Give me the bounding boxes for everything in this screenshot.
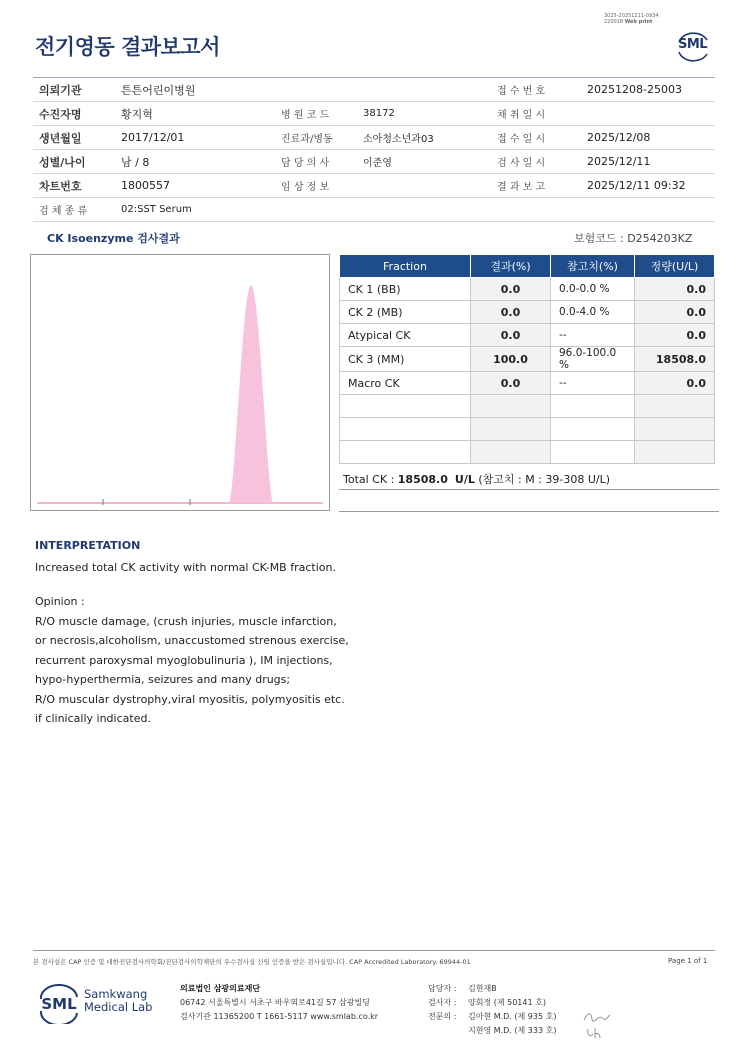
results-header-row (340, 255, 715, 278)
label-collection-date: 채 취 일 시 (491, 102, 581, 126)
staff-role: 담당자 : (428, 984, 457, 993)
header-reference: 참고치(%) (551, 255, 635, 278)
cell-reference: 0.0-0.0 % (551, 278, 635, 301)
label-hospital-code: 병 원 코 드 (275, 102, 357, 126)
total-value: 18508.0 (397, 473, 448, 486)
divider (339, 489, 719, 490)
insurance-code: 보험코드 : D254203KZ (574, 232, 693, 245)
value-test-date: 2025/12/11 (581, 150, 715, 174)
cell-result: 100.0 (471, 347, 551, 372)
label-sex-age: 성별/나이 (33, 150, 115, 174)
label-requester: 의뢰기관 (33, 78, 115, 102)
print-meta-web: Web print (624, 19, 653, 25)
label-clinical-info: 임 상 정 보 (275, 174, 357, 198)
cell-reference: 0.0-4.0 % (551, 301, 635, 324)
report-title: 전기영동 결과보고서 (35, 35, 220, 59)
cell-fraction: Atypical CK (340, 324, 471, 347)
table-row (340, 347, 715, 372)
value-birth-date: 2017/12/01 (115, 126, 275, 150)
graph-peak-ck3 (229, 285, 273, 503)
label-specimen-type: 검 체 종 류 (33, 198, 115, 222)
patient-info-table (33, 77, 715, 222)
electrophoresis-graph (30, 254, 330, 511)
logo-text: SML (678, 37, 708, 52)
cell-reference: -- (551, 324, 635, 347)
info-row (33, 150, 715, 174)
value-receipt-date: 2025/12/08 (581, 126, 715, 150)
brand-name (84, 988, 152, 1014)
total-label: Total CK : (343, 473, 398, 486)
total-ck (343, 471, 610, 487)
cell-fraction: CK 1 (BB) (340, 278, 471, 301)
print-meta (604, 13, 659, 25)
label-receipt-number: 접 수 번 호 (491, 78, 581, 102)
sml-logo-icon (673, 28, 713, 62)
value-clinical-info (357, 174, 491, 198)
value-report-date: 2025/12/11 09:32 (581, 174, 715, 198)
total-reference: (참고치 : M : 39-308 U/L) (478, 473, 611, 486)
staff-name: 김현재B (468, 984, 497, 993)
page-number: Page 1 of 1 (668, 957, 708, 965)
info-row (33, 78, 715, 102)
print-meta-code: 220018 (604, 19, 624, 25)
divider (339, 511, 719, 512)
org-name: 의료법인 삼광의료재단 (180, 984, 261, 993)
footer-logo-text: SML (41, 995, 77, 1013)
opinion-line: recurrent paroxysmal myoglobulinuria ), IM injections, (35, 653, 333, 667)
staff-info (428, 982, 556, 1038)
staff-name: 양회정 (제 50141 호) (468, 998, 546, 1007)
label-birth-date: 생년월일 (33, 126, 115, 150)
section-title: CK Isoenzyme 검사결과 (47, 232, 180, 245)
header-quantity: 정량(U/L) (635, 255, 715, 278)
value-receipt-number: 20251208-25003 (581, 78, 715, 102)
cell-fraction: CK 2 (MB) (340, 301, 471, 324)
value-physician: 이준영 (357, 150, 491, 174)
cell-quantity: 0.0 (635, 324, 715, 347)
opinion-block (35, 592, 349, 729)
staff-name: 지현영 M.D. (제 333 호) (468, 1026, 557, 1035)
cell-result: 0.0 (471, 301, 551, 324)
opinion-line: if clinically indicated. (35, 712, 151, 725)
opinion-line: or necrosis,alcoholism, unaccustomed strenous exercise, (35, 634, 349, 647)
value-patient-name: 황지혁 (115, 102, 275, 126)
cell-quantity: 0.0 (635, 278, 715, 301)
cell-quantity: 0.0 (635, 301, 715, 324)
total-unit: U/L (454, 473, 475, 486)
print-meta-id: 3025-20251211-0934 (604, 13, 659, 19)
opinion-line: R/O muscular dystrophy,viral myositis, polymyositis etc. (35, 692, 345, 706)
brand-line1: Samkwang (84, 987, 148, 1001)
cell-result: 0.0 (471, 278, 551, 301)
samkwang-logo-icon (36, 984, 82, 1028)
label-test-date: 검 사 일 시 (491, 150, 581, 174)
info-row (33, 102, 715, 126)
value-sex-age: 남 / 8 (115, 150, 275, 174)
label-receipt-date: 접 수 일 시 (491, 126, 581, 150)
signature-icon (585, 1026, 605, 1043)
staff-role: 검사자 : (428, 998, 457, 1007)
table-row (340, 278, 715, 301)
table-row (340, 301, 715, 324)
staff-role: 전문의 : (428, 1012, 457, 1021)
results-table (339, 254, 715, 464)
staff-role (428, 1024, 468, 1038)
label-patient-name: 수진자명 (33, 102, 115, 126)
header-fraction: Fraction (340, 255, 471, 278)
opinion-label: Opinion : (35, 595, 85, 608)
interpretation-text: Increased total CK activity with normal CK-MB fraction. (35, 561, 336, 574)
label-chart-number: 차트번호 (33, 174, 115, 198)
organization-info (180, 982, 378, 1024)
value-hospital-code: 38172 (357, 102, 491, 126)
accreditation-note: 본 검사실은 CAP 인증 및 대한진단검사의학회/진단검사의학재단의 우수검사실 신임 인증을 받은 검사실입니다. CAP Accredited Laboratory. 69944-01 (33, 958, 471, 966)
cell-quantity: 0.0 (635, 372, 715, 395)
cell-fraction: Macro CK (340, 372, 471, 395)
cell-result: 0.0 (471, 372, 551, 395)
value-specimen-type: 02:SST Serum (115, 198, 715, 222)
table-row-empty (340, 441, 715, 464)
staff-name: 김아현 M.D. (제 935 호) (468, 1012, 557, 1021)
header-result: 결과(%) (471, 255, 551, 278)
info-row (33, 174, 715, 198)
table-row (340, 372, 715, 395)
opinion-line: R/O muscle damage, (crush injuries, muscle infarction, (35, 614, 337, 628)
value-chart-number: 1800557 (115, 174, 275, 198)
table-row-empty (340, 418, 715, 441)
brand-line2: Medical Lab (84, 1000, 153, 1014)
footer-divider (33, 950, 715, 951)
table-row-empty (340, 395, 715, 418)
org-contact: 검사기관 11365200 T 1661-5117 www.smlab.co.kr (180, 1012, 379, 1021)
cell-reference: 96.0-100.0 % (551, 347, 635, 372)
cell-quantity: 18508.0 (635, 347, 715, 372)
interpretation-heading: INTERPRETATION (35, 539, 141, 552)
opinion-line: hypo-hyperthermia, seizures and many drugs; (35, 673, 291, 686)
table-row (340, 324, 715, 347)
info-row (33, 126, 715, 150)
cell-fraction: CK 3 (MM) (340, 347, 471, 372)
value-collection-date (581, 102, 715, 126)
cell-reference: -- (551, 372, 635, 395)
label-physician: 담 당 의 사 (275, 150, 357, 174)
info-row (33, 198, 715, 222)
signature-icon (582, 1010, 612, 1027)
org-address: 06742 서울특별시 서초구 바우뫼로41길 57 삼광빌딩 (180, 998, 370, 1007)
label-department: 진료과/병동 (275, 126, 357, 150)
value-department: 소아청소년과03 (357, 126, 491, 150)
cell-result: 0.0 (471, 324, 551, 347)
value-requester: 튼튼어린이병원 (115, 78, 491, 102)
label-report-date: 결 과 보 고 (491, 174, 581, 198)
